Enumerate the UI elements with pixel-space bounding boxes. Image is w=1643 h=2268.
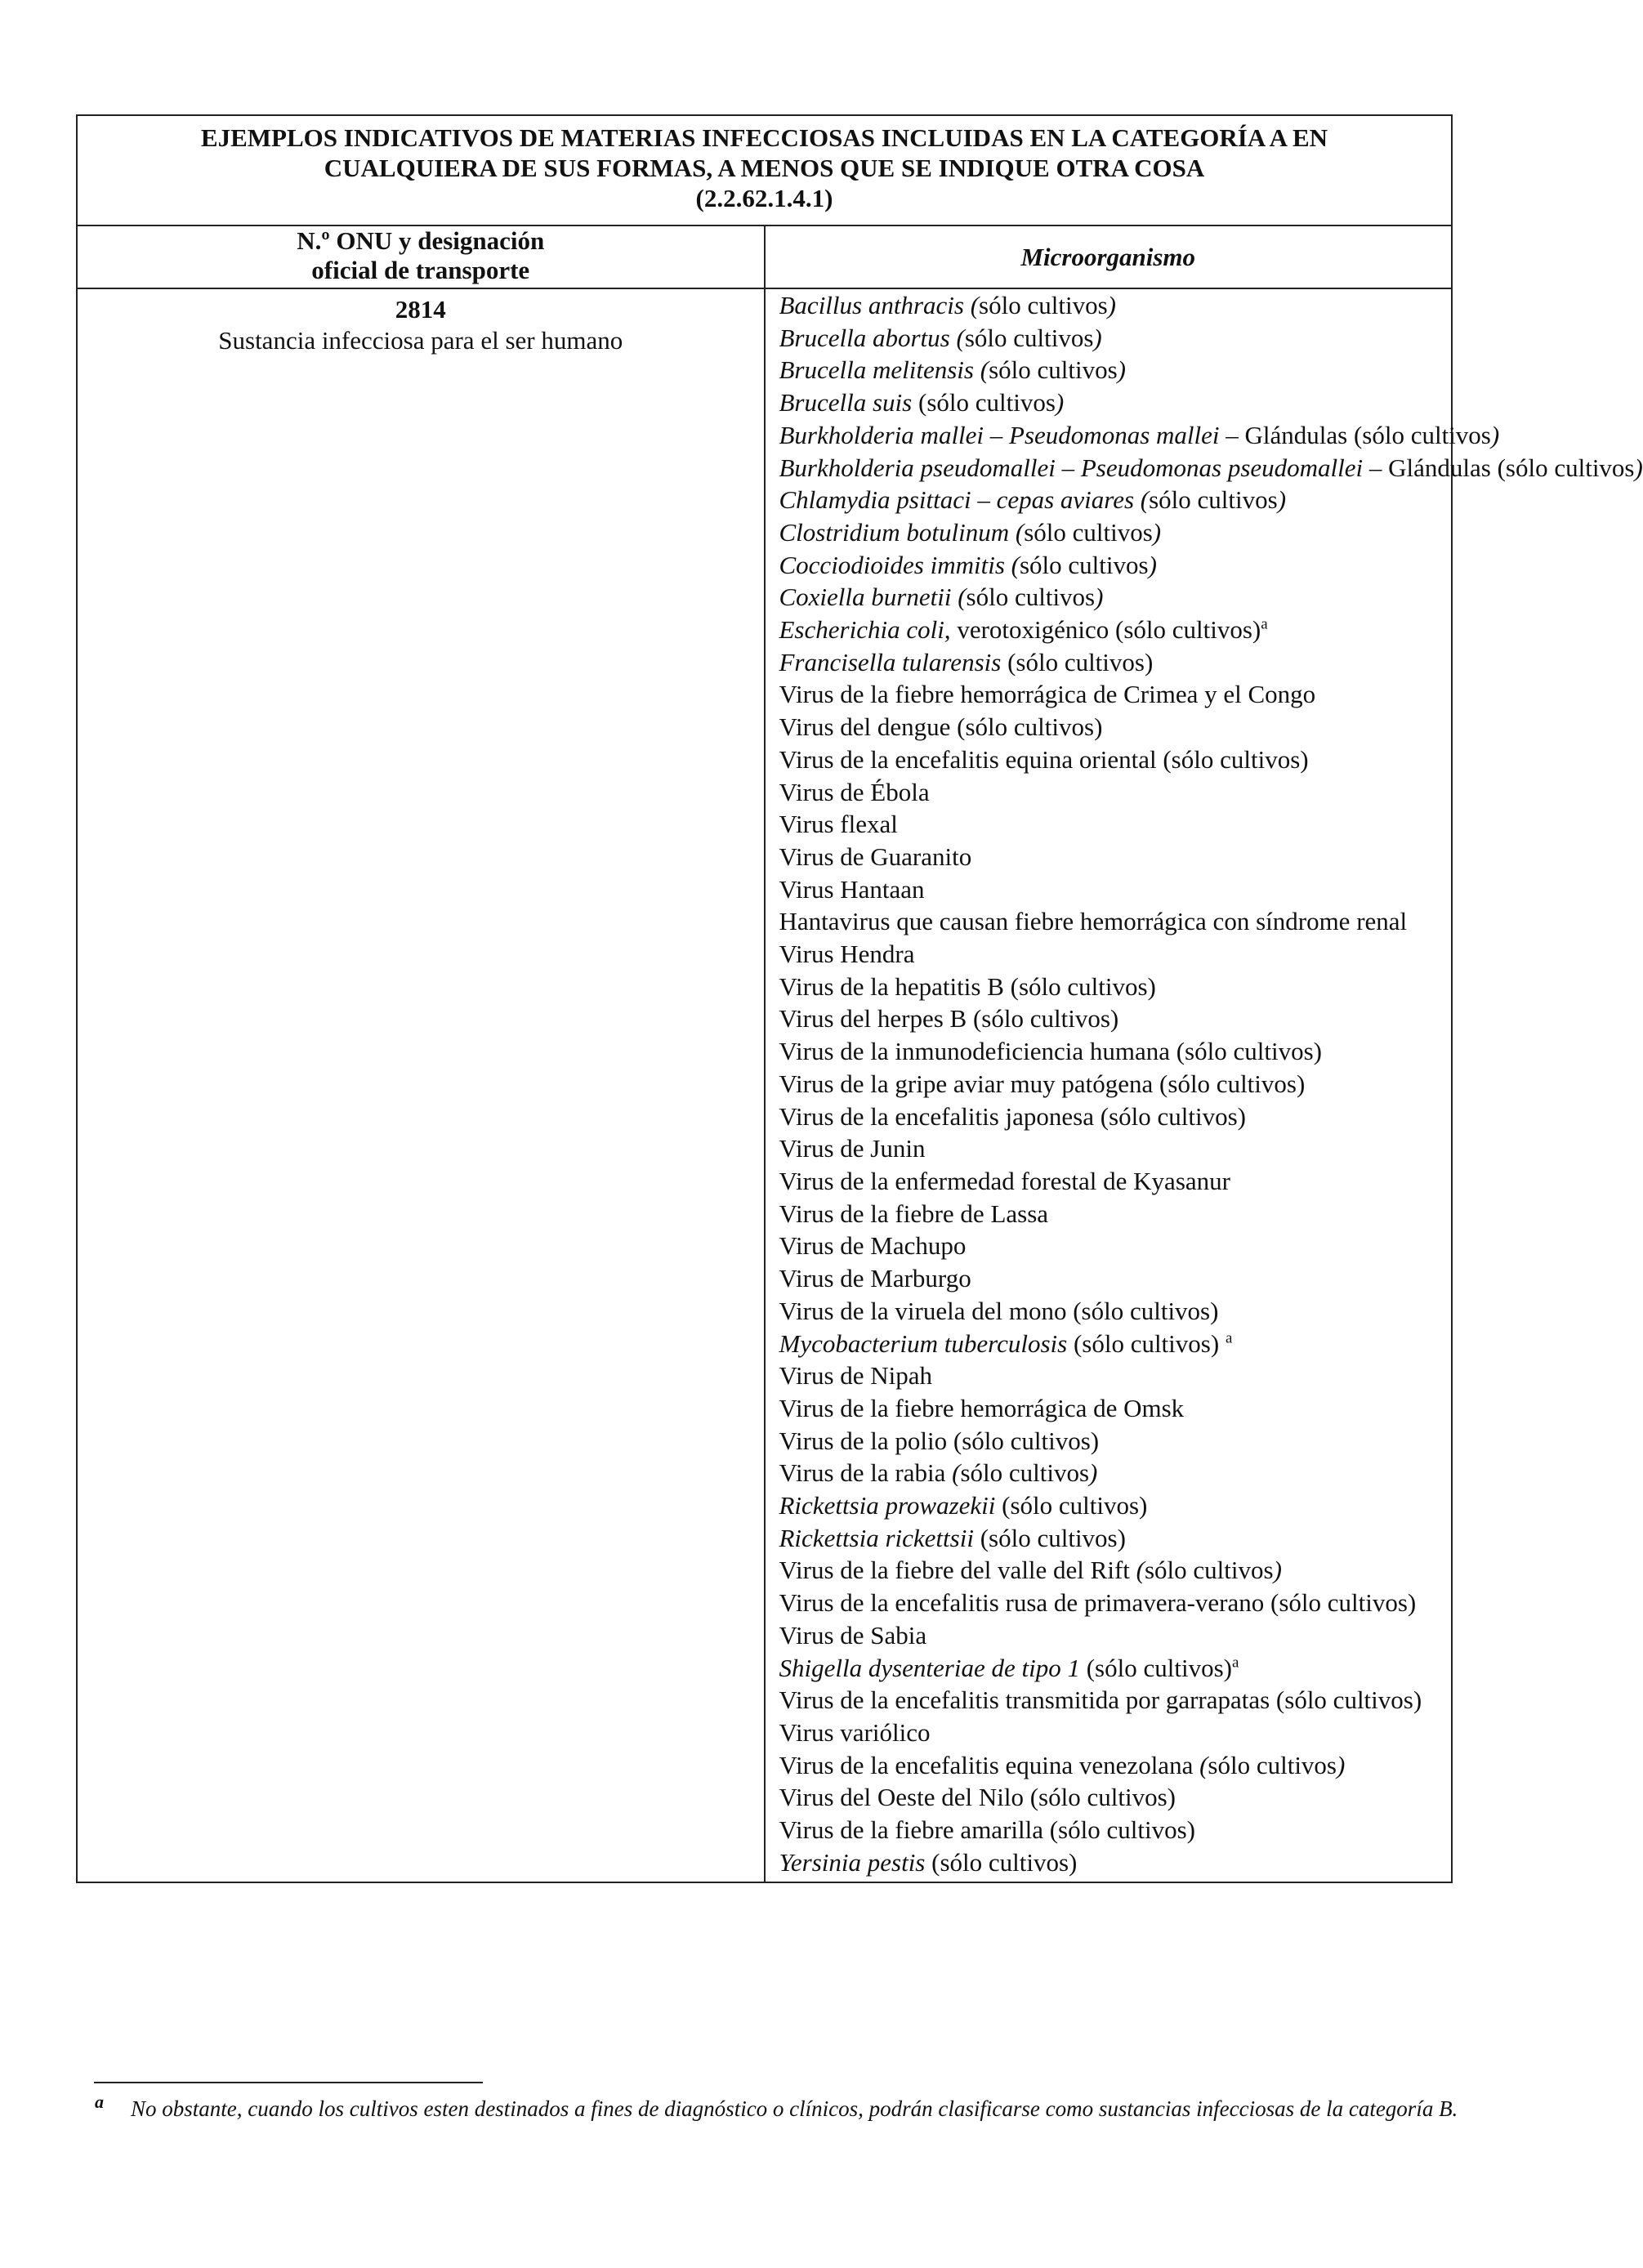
microorganism-row xyxy=(779,646,1452,679)
microorganism-row xyxy=(779,1554,1452,1587)
microorganism-text: ) xyxy=(1490,420,1500,449)
header-microorganism: Microorganismo xyxy=(765,225,1453,288)
header-un-line-2: oficial de transporte xyxy=(311,256,530,284)
microorganism-text: ) xyxy=(1055,388,1065,417)
microorganism-row xyxy=(779,743,1452,776)
microorganism-row xyxy=(779,386,1452,419)
table-title xyxy=(77,115,1452,225)
microorganism-text: Mycobacterium tuberculosis xyxy=(779,1328,1068,1358)
microorganism-text: Virus de la enfermedad forestal de Kyasanur xyxy=(779,1166,1230,1195)
microorganism-text: sólo cultivos xyxy=(979,291,1108,319)
microorganism-row xyxy=(779,581,1452,614)
microorganism-text: Coxiella burnetii ( xyxy=(779,583,967,612)
microorganism-row xyxy=(779,711,1452,743)
microorganism-text: sólo cultivos xyxy=(1019,550,1149,579)
microorganism-text: ( xyxy=(1199,1750,1208,1779)
microorganism-row xyxy=(779,452,1643,484)
microorganism-row xyxy=(779,1522,1452,1555)
microorganism-text: Rickettsia prowazekii xyxy=(779,1491,996,1520)
footnote-ref: a xyxy=(1225,1329,1233,1347)
microorganism-row xyxy=(779,354,1452,386)
microorganism-text: Virus de la hepatitis B (sólo cultivos) xyxy=(779,971,1156,1001)
microorganism-text: Rickettsia rickettsii xyxy=(779,1523,974,1552)
microorganism-text: Yersinia pestis xyxy=(779,1847,926,1877)
microorganism-row xyxy=(779,1002,1452,1035)
microorganism-text: (sólo cultivos) xyxy=(925,1847,1078,1877)
microorganism-text: ( xyxy=(1136,1556,1145,1585)
microorganism-row xyxy=(779,1068,1452,1101)
microorganism-text: sólo cultivos xyxy=(960,1458,1090,1488)
microorganism-text: (sólo cultivos) xyxy=(995,1491,1148,1520)
microorganism-text: Brucella suis xyxy=(779,388,918,417)
table-title-line-3: (2.2.62.1.4.1) xyxy=(695,184,833,212)
microorganism-row xyxy=(779,808,1452,841)
microorganism-text: ) xyxy=(1107,291,1116,319)
microorganism-row xyxy=(779,1684,1452,1717)
microorganism-text: – Glándulas (sólo cultivos xyxy=(1363,453,1635,482)
microorganism-text: (sólo cultivos) xyxy=(973,1523,1126,1552)
microorganism-row xyxy=(779,1846,1452,1879)
microorganism-text: Virus de la encefalitis japonesa (sólo cultivos) xyxy=(779,1101,1246,1131)
microorganism-text: Virus de la inmunodeficiencia humana (sólo cultivos) xyxy=(779,1037,1322,1066)
footnote-ref: a xyxy=(1231,1654,1239,1672)
microorganism-text: Virus de la encefalitis equina venezolana xyxy=(779,1750,1200,1779)
microorganism-text: ) xyxy=(1093,323,1102,352)
microorganism-row xyxy=(779,1198,1452,1230)
infectious-substances-table xyxy=(76,114,1643,1883)
footnote-mark: a xyxy=(95,2092,104,2112)
microorganism-row xyxy=(779,1295,1452,1328)
microorganism-text: Chlamydia psittaci – cepas aviares ( xyxy=(779,485,1150,515)
microorganism-text: sólo cultivos xyxy=(1149,485,1278,515)
microorganism-row xyxy=(779,938,1452,971)
microorganism-row xyxy=(779,776,1452,809)
microorganism-text: ) xyxy=(1273,1556,1282,1585)
microorganism-text: Brucella abortus ( xyxy=(779,323,965,352)
microorganism-text: Brucella melitensis ( xyxy=(779,355,989,385)
microorganism-row xyxy=(779,1749,1452,1782)
microorganism-row xyxy=(779,1489,1452,1522)
microorganism-text: Virus de Machupo xyxy=(779,1231,967,1261)
microorganism-row xyxy=(779,971,1452,1003)
microorganism-text: Virus de la gripe aviar muy patógena (sólo cultivos) xyxy=(779,1069,1306,1098)
microorganism-row xyxy=(779,1262,1452,1295)
microorganism-text: Virus de Marburgo xyxy=(779,1264,971,1293)
microorganism-row xyxy=(779,1359,1452,1392)
un-shipping-name: Sustancia infecciosa para el ser humano xyxy=(218,326,623,355)
microorganism-row xyxy=(779,1457,1452,1489)
microorganism-text: Hantavirus que causan fiebre hemorrágica con síndrome renal xyxy=(779,907,1408,936)
microorganism-text: sólo cultivos xyxy=(1024,517,1153,547)
microorganism-text: Virus variólico xyxy=(779,1717,931,1747)
microorganism-text: Virus de la fiebre hemorrágica de Omsk xyxy=(779,1393,1185,1422)
microorganism-row xyxy=(779,1101,1452,1133)
microorganism-text: Virus de la encefalitis transmitida por garrapatas (sólo cultivos) xyxy=(779,1685,1422,1715)
un-entry-cell xyxy=(77,288,765,1882)
microorganism-text: sólo cultivos xyxy=(964,323,1094,352)
microorganism-text: Virus de Nipah xyxy=(779,1361,933,1391)
microorganism-text: Escherichia coli, xyxy=(779,615,951,645)
microorganism-row xyxy=(779,1814,1452,1846)
microorganism-text: ) xyxy=(1148,550,1157,579)
microorganism-text: Virus Hendra xyxy=(779,940,915,969)
microorganism-text: Virus de Guaranito xyxy=(779,842,972,871)
microorganism-text: Virus del Oeste del Nilo (sólo cultivos) xyxy=(779,1783,1176,1812)
microorganism-row xyxy=(779,419,1500,452)
microorganism-row xyxy=(779,1392,1452,1425)
microorganism-row xyxy=(779,1328,1452,1360)
microorganism-text: sólo cultivos xyxy=(1144,1556,1274,1585)
microorganism-text: Clostridium botulinum ( xyxy=(779,517,1025,547)
header-un-line-1: N.º ONU y designación xyxy=(297,226,545,255)
microorganism-row xyxy=(779,1652,1452,1685)
microorganism-text: ) xyxy=(1089,1458,1098,1488)
microorganism-row xyxy=(779,484,1452,516)
microorganism-text: – Glándulas (sólo cultivos xyxy=(1219,420,1491,449)
microorganism-row xyxy=(779,1587,1452,1619)
microorganism-text: Virus de Ébola xyxy=(779,777,930,806)
table-title-line-1: EJEMPLOS INDICATIVOS DE MATERIAS INFECCIOSAS INCLUIDAS EN LA CATEGORÍA A EN xyxy=(200,123,1328,152)
microorganism-text: sólo cultivos xyxy=(966,583,1096,612)
microorganism-row xyxy=(779,1230,1452,1262)
microorganism-text: ) xyxy=(1337,1750,1346,1779)
microorganism-row xyxy=(779,1781,1452,1814)
microorganism-text: Virus del herpes B (sólo cultivos) xyxy=(779,1004,1119,1034)
microorganism-row xyxy=(779,841,1452,873)
microorganism-row xyxy=(779,614,1452,646)
microorganism-text: Virus del dengue (sólo cultivos) xyxy=(779,712,1103,742)
microorganism-text: Burkholderia mallei – Pseudomonas mallei xyxy=(779,420,1220,449)
microorganism-list xyxy=(765,288,1643,1882)
microorganism-text: Virus de la rabia xyxy=(779,1458,953,1488)
microorganism-text: ) xyxy=(1634,453,1643,482)
microorganism-text: Virus de Sabia xyxy=(779,1620,927,1650)
microorganism-text: Francisella tularensis xyxy=(779,647,1002,676)
microorganism-row xyxy=(779,549,1452,582)
microorganism-row xyxy=(779,873,1452,906)
un-number: 2814 xyxy=(395,295,446,324)
microorganism-text: (sólo cultivos) xyxy=(1001,647,1154,676)
microorganism-text: sólo cultivos xyxy=(989,355,1118,385)
microorganism-row xyxy=(779,1425,1452,1458)
microorganism-text: Virus de la fiebre amarilla (sólo cultivos) xyxy=(779,1815,1195,1845)
table-title-line-2: CUALQUIERA DE SUS FORMAS, A MENOS QUE SE INDIQUE OTRA COSA xyxy=(324,154,1205,182)
microorganism-text: ) xyxy=(1095,583,1104,612)
microorganism-text: Virus de la encefalitis rusa de primavera-verano (sólo cultivos) xyxy=(779,1588,1417,1618)
microorganism-text: Virus de Junin xyxy=(779,1134,926,1163)
microorganism-row xyxy=(779,516,1452,549)
microorganism-text: Cocciodioides immitis ( xyxy=(779,550,1020,579)
microorganism-text: Virus Hantaan xyxy=(779,874,925,904)
microorganism-row xyxy=(779,322,1452,355)
microorganism-text: Virus de la fiebre del valle del Rift xyxy=(779,1556,1136,1585)
microorganism-text: verotoxigénico (sólo cultivos) xyxy=(950,615,1261,645)
microorganism-row xyxy=(779,1619,1452,1652)
microorganism-row xyxy=(779,1132,1452,1165)
microorganism-text: Virus de la fiebre hemorrágica de Crimea y el Congo xyxy=(779,680,1316,709)
microorganism-text: (sólo cultivos xyxy=(918,388,1056,417)
footnote-divider xyxy=(94,2082,483,2083)
footnote-ref: a xyxy=(1261,615,1268,633)
microorganism-text: Burkholderia pseudomallei – Pseudomonas pseudomallei xyxy=(779,453,1364,482)
microorganism-text: (sólo cultivos) xyxy=(1067,1328,1226,1358)
microorganism-text: Virus de la fiebre de Lassa xyxy=(779,1199,1049,1228)
microorganism-row xyxy=(779,1165,1452,1198)
microorganism-text: ( xyxy=(952,1458,961,1488)
microorganism-row xyxy=(779,678,1452,711)
microorganism-text: Virus de la encefalitis equina oriental (sólo cultivos) xyxy=(779,744,1309,774)
microorganism-text: Bacillus anthracis ( xyxy=(779,291,980,319)
microorganism-text: ) xyxy=(1117,355,1126,385)
microorganism-text: ) xyxy=(1152,517,1162,547)
microorganism-text: Shigella dysenteriae de tipo 1 xyxy=(779,1653,1080,1682)
header-un-designation xyxy=(77,225,765,288)
microorganism-row xyxy=(779,289,1452,322)
microorganism-text: sólo cultivos xyxy=(1208,1750,1337,1779)
microorganism-row xyxy=(779,1717,1452,1749)
microorganism-text: Virus de la viruela del mono (sólo cultivos) xyxy=(779,1296,1219,1325)
microorganism-text: Virus de la polio (sólo cultivos) xyxy=(779,1426,1100,1455)
microorganism-text: Virus flexal xyxy=(779,810,898,839)
microorganism-text: ) xyxy=(1277,485,1287,515)
microorganism-text: (sólo cultivos) xyxy=(1079,1653,1232,1682)
footnote-text: No obstante, cuando los cultivos esten destinados a fines de diagnóstico o clínicos, podrán clasificarse como sustancias infecciosas de la categoría B. xyxy=(131,2096,1458,2121)
microorganism-row xyxy=(779,1035,1452,1068)
microorganism-row xyxy=(779,905,1452,938)
